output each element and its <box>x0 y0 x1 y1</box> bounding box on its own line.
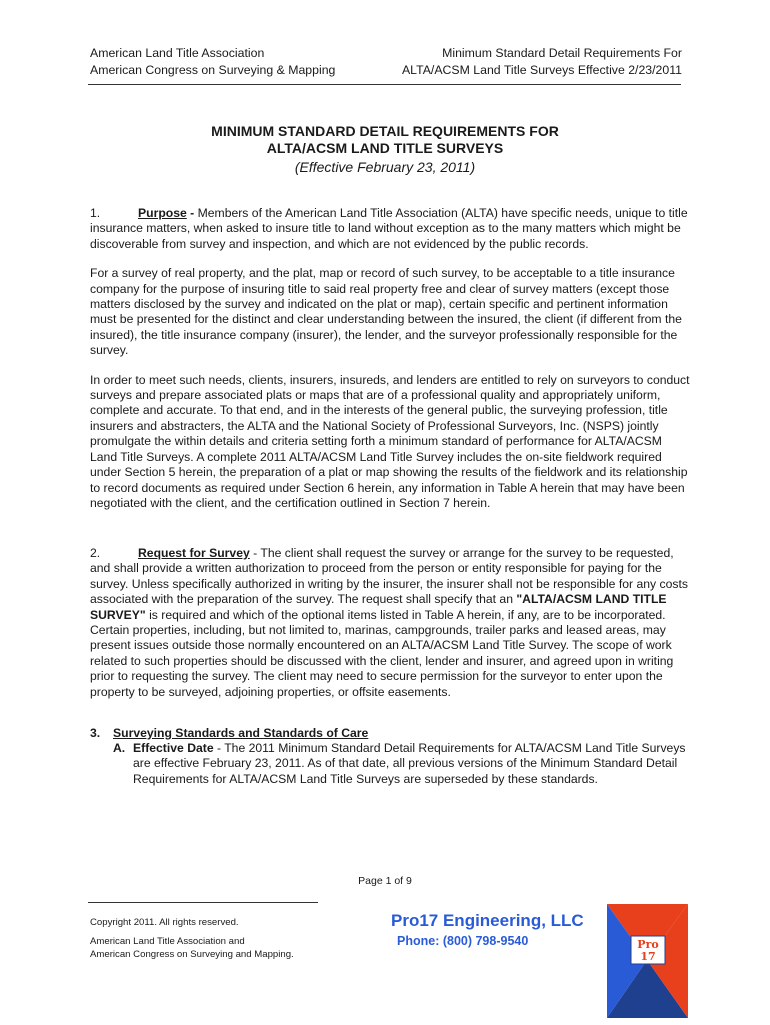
header-doc-effective: ALTA/ACSM Land Title Surveys Effective 2/23/2011 <box>401 63 682 77</box>
header-left <box>90 45 335 79</box>
section-2-para <box>90 546 690 700</box>
header-divider <box>88 84 681 85</box>
section-1-text: Members of the American Land Title Association (ALTA) have specific needs, unique to title insurance matters, when asked to insure title to land without exception as to the many matters which might be discoverable from survey and inspection, and which are not evidenced by the public records. <box>90 206 688 251</box>
section-1-para-1 <box>90 206 690 252</box>
section-3a <box>113 741 688 787</box>
section-1-dash: - <box>186 206 198 220</box>
section-3a-body <box>133 741 688 787</box>
section-1-para-2: For a survey of real property, and the plat, map or record of such survey, to be acceptable to a title insurance company for the purpose of insuring title to said real property free and clear of survey matters (except those matters disclosed by the survey and indicated on the plat or map), certain specific and pertinent information must be presented for the distinct and clear understanding between the insured, the client (if different from the insured), the title insurance company (insurer), the lender, and the surveyor professionally responsible for the survey. <box>90 266 682 358</box>
section-3a-text: - The 2011 Minimum Standard Detail Requirements for ALTA/ACSM Land Title Surveys are effective February 23, 2011. As of that date, all previous versions of the Minimum Standard Detail Requirements for ALTA/ACSM Land Title Surveys are superseded by these standards. <box>133 741 686 786</box>
section-3a-row <box>113 741 688 787</box>
section-3a-label: A. <box>113 741 126 755</box>
footer-divider <box>88 902 318 903</box>
footer-copyright: Copyright 2011. All rights reserved. <box>90 917 239 928</box>
doc-effective-date: (Effective February 23, 2011) <box>294 159 476 175</box>
doc-title-line2: ALTA/ACSM LAND TITLE SURVEYS <box>266 140 504 156</box>
section-2-bold-term: "ALTA/ACSM LAND TITLE SURVEY" <box>90 592 667 622</box>
section-2-heading: Request for Survey <box>138 546 250 560</box>
pro17-logo <box>605 902 690 1020</box>
header-org-alta: American Land Title Association <box>90 46 265 60</box>
section-1-para-3: In order to meet such needs, clients, insurers, insureds, and lenders are entitled to rely on surveyors to conduct surveys and prepare associated plats or maps that are of a professional quality and appropriately uniform, complete and accurate. To that end, and in the interests of the general public, the surveying profession, title insurers and abstracters, the ALTA and the National Society of Professional Surveyors, Inc. (NSPS) jointly promulgate the within details and criteria setting forth a minimum standard of performance for ALTA/ACSM Land Title Surveys. A complete 2011 ALTA/ACSM Land Title Survey includes the on-site fieldwork required under Section 5 herein, the preparation of a plat or map showing the results of the fieldwork and its relationship to record documents as required under Section 6 herein, any information in Table A herein that may have been negotiated with the client, and the certification outlined in Section 7 herein. <box>90 372 690 510</box>
header-org-acsm: American Congress on Surveying & Mapping <box>90 63 336 77</box>
logo-text-pro: Pro <box>637 938 659 951</box>
footer-org-line1: American Land Title Association and <box>90 936 245 947</box>
page-number: Page 1 of 9 <box>358 875 412 887</box>
stamp-company-name: Pro17 Engineering, LLC <box>391 911 584 930</box>
header-right <box>370 45 682 79</box>
section-1-number: 1. <box>90 206 101 220</box>
section-3-number: 3. <box>90 726 101 740</box>
doc-title-line1: MINIMUM STANDARD DETAIL REQUIREMENTS FOR <box>211 123 559 139</box>
section-2-text-b: is required and which of the optional items listed in Table A herein, if any, are to be incorporated. Certain properties, including, but not limited to, marinas, campgrounds, trailer parks and leased areas, may present issues outside those normally encountered on an ALTA/ACSM Land Title Survey. The scope of work related to such properties should be discussed with the client, lender and insurer, and agreed upon in writing prior to requesting the survey. The client may need to secure permission for the surveyor to enter upon the property to be surveyed, adjoining properties, or offsite easements. <box>90 607 674 699</box>
section-2 <box>90 546 690 700</box>
section-1 <box>90 206 690 511</box>
pro17-logo-graphic <box>605 902 690 1020</box>
section-3 <box>90 726 690 741</box>
section-2-number: 2. <box>90 546 101 560</box>
footer-org-line2: American Congress on Surveying and Mapping. <box>90 949 294 960</box>
header-doc-title: Minimum Standard Detail Requirements For <box>442 46 682 60</box>
section-3a-heading: Effective Date <box>133 741 214 755</box>
section-1-heading: Purpose <box>138 206 187 220</box>
section-3-heading: Surveying Standards and Standards of Care <box>113 726 369 740</box>
stamp-phone: Phone: (800) 798-9540 <box>397 934 529 948</box>
logo-text-17: 17 <box>640 950 656 963</box>
section-2-text-a: - The client shall request the survey or arrange for the survey to be requested, and shall provide a written authorization to proceed from the person or entity responsible for paying for the survey. Unless specifically authorized in writing by the insurer, the insurer shall not be responsible for any costs associated with the preparation of the survey. The request shall specify that an <box>90 546 688 607</box>
